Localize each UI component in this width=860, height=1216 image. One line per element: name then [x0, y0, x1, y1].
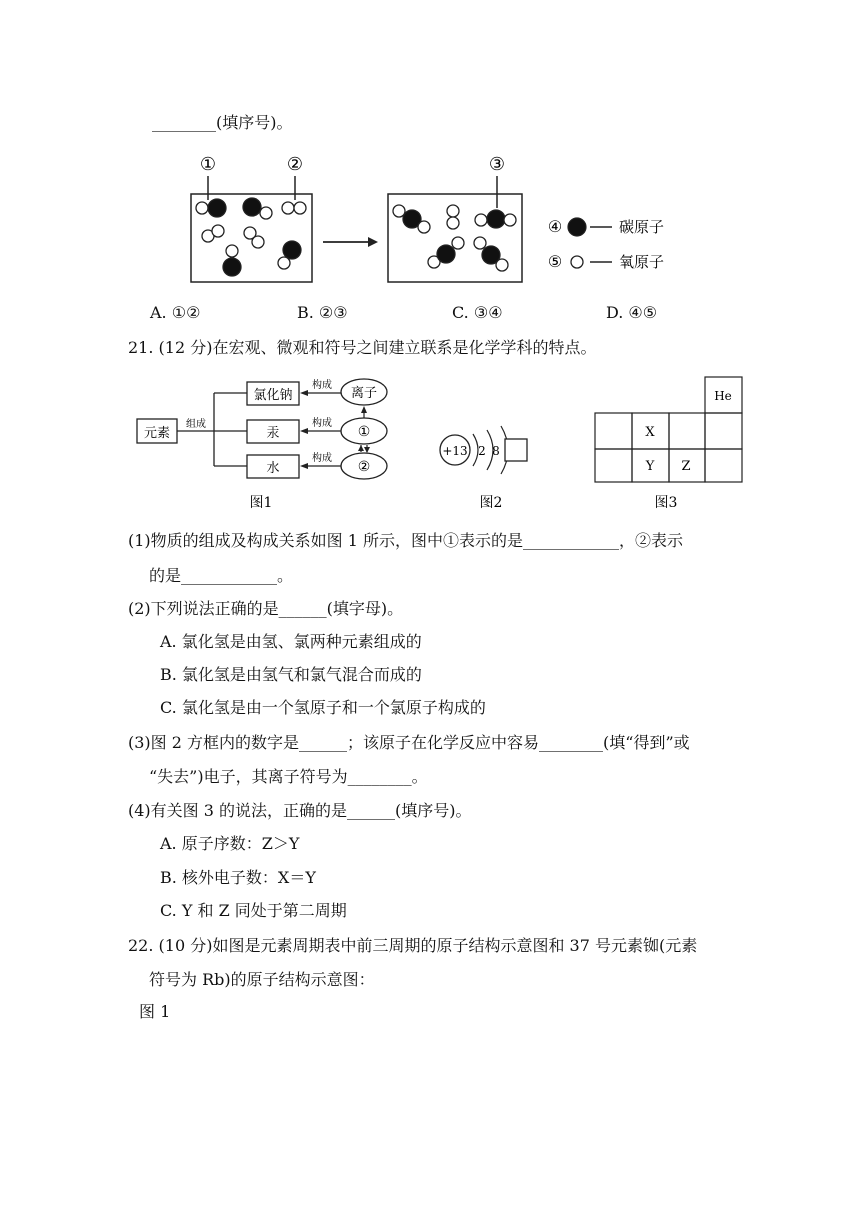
q21-part1-line1: (1)物质的组成及构成关系如图 1 所示，图中①表示的是____________，②表示: [128, 531, 684, 550]
fig1-substance-water: 水: [266, 461, 280, 476]
q21-part2: (2)下列说法正确的是______(填字母)。: [128, 599, 404, 618]
figure-3-periodic-table: [590, 373, 750, 515]
particle-reaction-diagram: [180, 148, 690, 288]
marker-3: ③: [488, 154, 506, 175]
q21-part3-line2: “失去”)电子，其离子符号为________。: [149, 767, 428, 786]
q21-part2-option-b: B. 氯化氢是由氢气和氯气混合而成的: [160, 665, 422, 684]
legend-num-5: ⑤: [547, 252, 563, 271]
oxygen-atom-icon: [571, 256, 583, 268]
fig1-substance-mercury: 汞: [266, 426, 280, 441]
fig3-he: He: [714, 389, 732, 403]
fig1-substance-nacl: 氯化钠: [253, 388, 293, 403]
q21-part4-option-b: B. 核外电子数：X＝Y: [160, 868, 316, 887]
q21-part1-line2: 的是____________。: [149, 566, 294, 585]
legend-oxygen-label: 氧原子: [619, 253, 665, 271]
legend-carbon-label: 碳原子: [619, 218, 665, 236]
fig1-caption: 图1: [249, 495, 273, 511]
question-21-stem: 21. (12 分)在宏观、微观和符号之间建立联系是化学学科的特点。: [128, 338, 597, 357]
fig1-particle-ion: 离子: [350, 386, 378, 401]
fig1-element-label: 元素: [143, 426, 171, 441]
option-b: B. ②③: [297, 303, 348, 322]
fig1-particle-1: ①: [357, 424, 371, 440]
q21-part2-option-a: A. 氯化氢是由氢、氯两种元素组成的: [160, 632, 422, 651]
marker-1: ①: [199, 154, 217, 175]
fig2-caption: 图2: [479, 495, 503, 511]
option-d: D. ④⑤: [606, 303, 658, 322]
option-a: A. ①②: [150, 303, 201, 322]
question-22-line2: 符号为 Rb)的原子结构示意图：: [149, 970, 375, 989]
fig2-shell-1: 2: [478, 444, 486, 458]
fig2-shell-2: 8: [492, 444, 500, 458]
q21-part4: (4)有关图 3 的说法，正确的是______(填序号)。: [128, 801, 472, 820]
q21-part4-option-a: A. 原子序数：Z＞Y: [160, 834, 300, 853]
fig1-particle-2: ②: [357, 459, 371, 475]
fig3-y: Y: [645, 459, 655, 474]
fig1-makeup-3: 构成: [312, 453, 332, 464]
question-22-figure-label: 图 1: [139, 1002, 171, 1021]
fig3-x: X: [645, 425, 655, 440]
q21-part4-option-c: C. Y 和 Z 同处于第二周期: [160, 901, 347, 920]
figure-2-atom-structure: [435, 420, 545, 515]
legend-num-4: ④: [547, 217, 563, 236]
answer-blank-line: ________(填序号)。: [152, 113, 293, 132]
carbon-atom-icon: [568, 218, 586, 236]
question-22-line1: 22. (10 分)如图是元素周期表中前三周期的原子结构示意图和 37 号元素铷(元素: [128, 936, 698, 955]
figure-1-composition-diagram: [130, 375, 400, 515]
fig2-blank-box: [505, 439, 527, 461]
fig1-compose-label: 组成: [186, 419, 206, 430]
fig2-nucleus-charge: +13: [442, 444, 468, 458]
fig1-makeup-1: 构成: [312, 380, 332, 391]
fig3-z: Z: [681, 459, 691, 474]
marker-2: ②: [286, 154, 304, 175]
option-c: C. ③④: [452, 303, 503, 322]
fig1-makeup-2: 构成: [312, 418, 332, 429]
q21-part3-line1: (3)图 2 方框内的数字是______；该原子在化学反应中容易________(填“得到”或: [128, 733, 690, 752]
q21-part2-option-c: C. 氯化氢是由一个氢原子和一个氯原子构成的: [160, 698, 486, 717]
fig3-caption: 图3: [654, 495, 678, 511]
